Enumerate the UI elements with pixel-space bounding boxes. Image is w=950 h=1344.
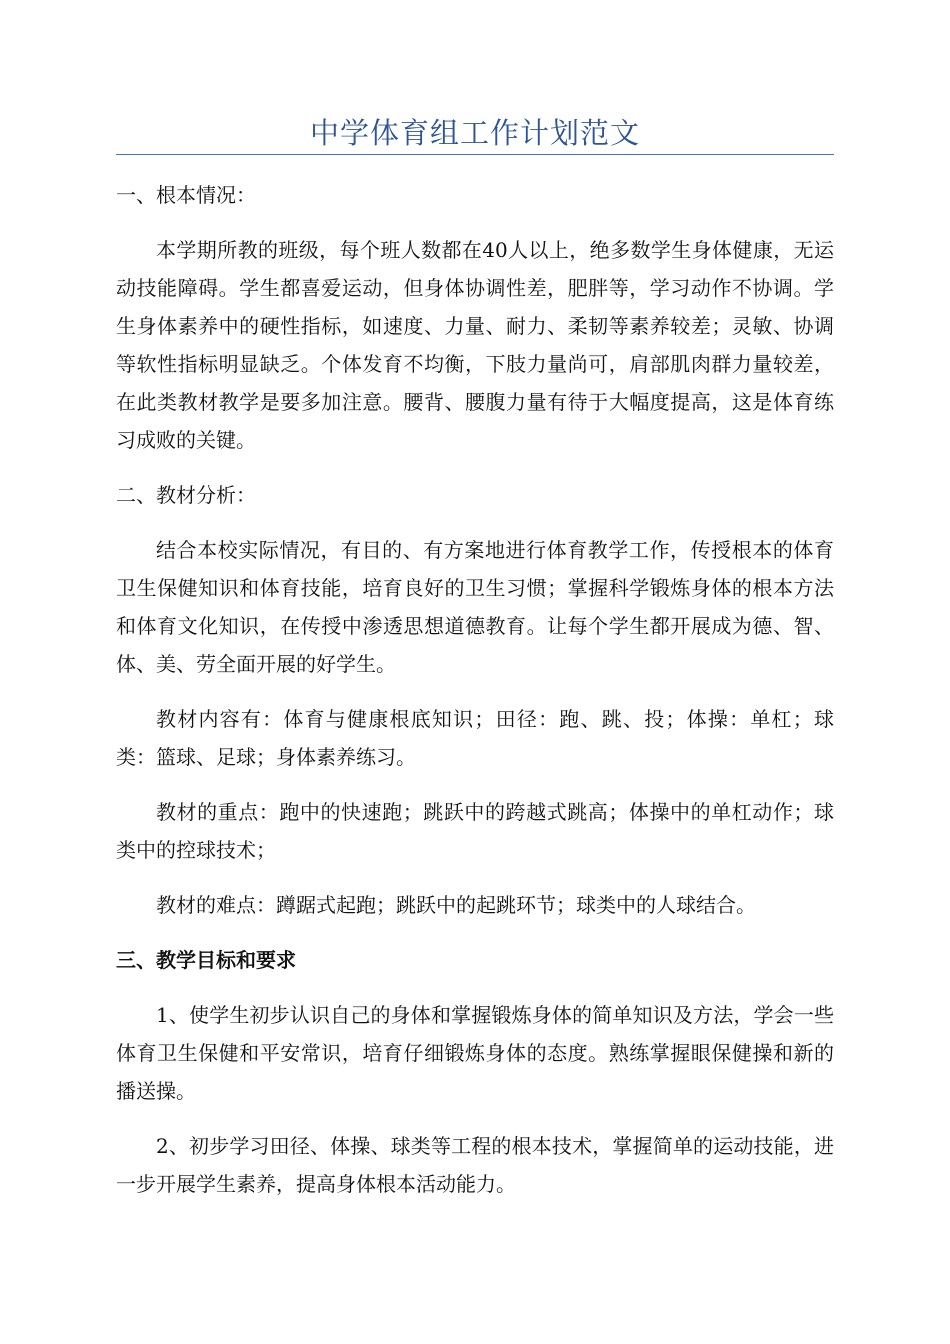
section-heading: 一、根本情况： xyxy=(116,183,256,207)
section-basic-situation xyxy=(116,176,834,459)
document-body xyxy=(116,176,834,1220)
title-underline xyxy=(116,154,834,155)
section-heading: 三、教学目标和要求 xyxy=(116,948,296,972)
paragraph: 本学期所教的班级，每个班人数都在40人以上，绝多数学生身体健康，无运动技能障碍。学生都喜爱运动，但身体协调性差，肥胖等，学习动作不协调。学生身体素养中的硬性指标，如速度、力量、耐力、柔韧等素养较差；灵敏、协调等软性指标明显缺乏。个体发育不均衡，下肢力量尚可，肩部肌肉群力量较差，在此类教材教学是要多加注意。腰背、腰腹力量有待于大幅度提高，这是体育练习成败的关键。 xyxy=(116,238,834,452)
section-material-analysis xyxy=(116,476,834,924)
document-title: 中学体育组工作计划范文 xyxy=(309,116,640,150)
paragraph: 教材的难点：蹲踞式起跑；跳跃中的起跳环节；球类中的人球结合。 xyxy=(156,893,756,917)
paragraph: 教材的重点：跑中的快速跑；跳跃中的跨越式跳高；体操中的单杠动作；球类中的控球技术； xyxy=(116,800,834,862)
paragraph: 教材内容有：体育与健康根底知识；田径：跑、跳、投；体操：单杠；球类：篮球、足球；身体素养练习。 xyxy=(116,707,834,769)
section-teaching-goals xyxy=(116,941,834,1203)
paragraph: 2、初步学习田径、体操、球类等工程的根本技术，掌握简单的运动技能，进一步开展学生素养，提高身体根本活动能力。 xyxy=(116,1134,834,1196)
paragraph: 结合本校实际情况，有目的、有方案地进行体育教学工作，传授根本的体育卫生保健知识和体育技能，培育良好的卫生习惯；掌握科学锻炼身体的根本方法和体育文化知识，在传授中渗透思想道德教育。让每个学生都开展成为德、智、体、美、劳全面开展的好学生。 xyxy=(116,538,834,676)
paragraph: 1、使学生初步认识自己的身体和掌握锻炼身体的简单知识及方法，学会一些体育卫生保健和平安常识，培育仔细锻炼身体的态度。熟练掌握眼保健操和新的播送操。 xyxy=(116,1003,834,1103)
section-heading: 二、教材分析： xyxy=(116,483,256,507)
